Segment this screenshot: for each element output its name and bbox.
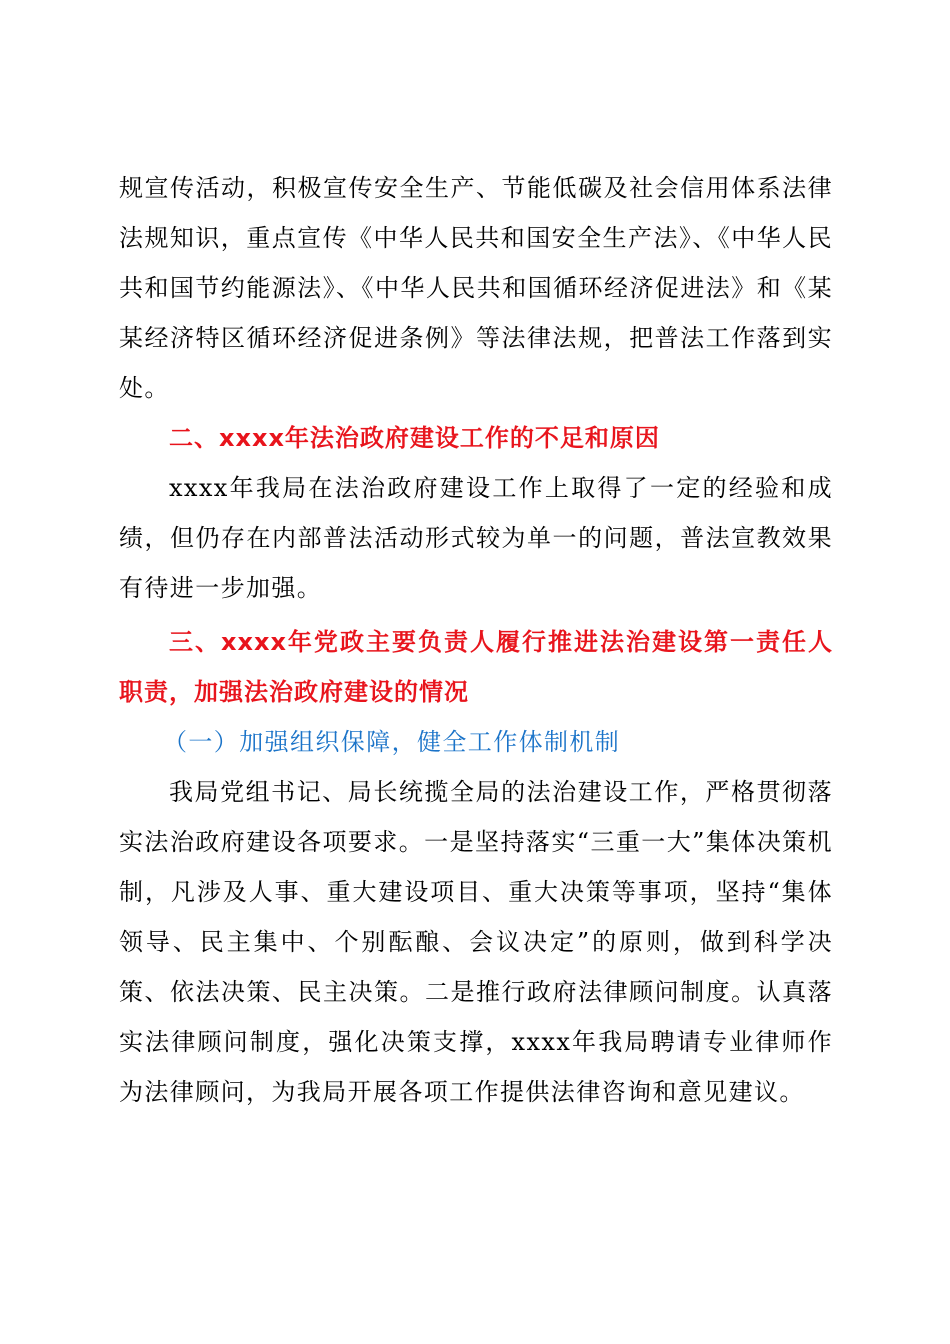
paragraph-shortcomings: xxxx年我局在法治政府建设工作上取得了一定的经验和成绩，但仍存在内部普法活动形式较为单一的问题，普法宣教效果有待进一步加强。 bbox=[119, 474, 833, 602]
section-heading-2: 二、xxxx年法治政府建设工作的不足和原因 bbox=[169, 424, 660, 452]
paragraph-legal-publicity: 规宣传活动，积极宣传安全生产、节能低碳及社会信用体系法律法规知识，重点宣传《中华人民共和国安全生产法》、《中华人民共和国节约能源法》、《中华人民共和国循环经济促进法》和《某某经济特区循环经济促进条例》等法律法规，把普法工作落到实处。 bbox=[119, 174, 833, 402]
subsection-heading-3-1: （一）加强组织保障，健全工作体制机制 bbox=[163, 728, 621, 756]
section-heading-3: 三、xxxx年党政主要负责人履行推进法治建设第一责任人职责，加强法治政府建设的情况 bbox=[119, 628, 833, 706]
paragraph-organization-guarantee: 我局党组书记、局长统揽全局的法治建设工作，严格贯彻落实法治政府建设各项要求。一是坚持落实“三重一大”集体决策机制，凡涉及人事、重大建设项目、重大决策等事项，坚持“集体领导、民主集中、个别酝酿、会议决定”的原则，做到科学决策、依法决策、民主决策。二是推行政府法律顾问制度。认真落实法律顾问制度，强化决策支撑，xxxx年我局聘请专业律师作为法律顾问，为我局开展各项工作提供法律咨询和意见建议。 bbox=[119, 778, 833, 1106]
document-body bbox=[119, 163, 833, 1117]
